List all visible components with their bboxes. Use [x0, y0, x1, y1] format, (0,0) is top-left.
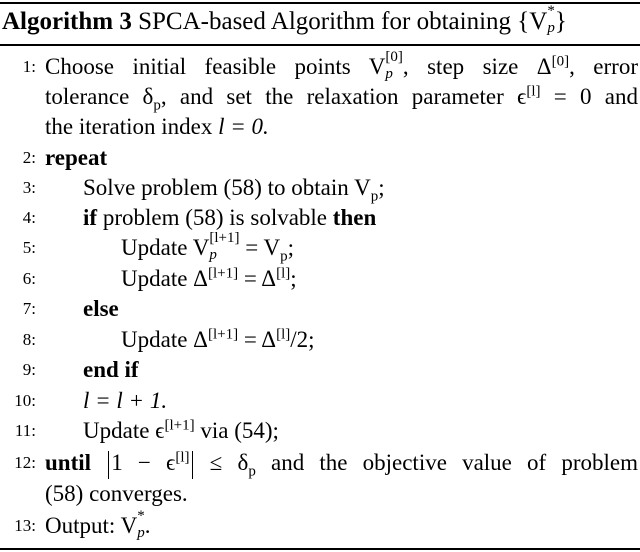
sup: [0]	[551, 53, 570, 70]
text: /2;	[290, 327, 315, 352]
sub: p	[209, 246, 217, 263]
step-text	[83, 203, 638, 233]
sup: [0]	[385, 48, 403, 65]
math: l = l + 1.	[83, 388, 168, 413]
text: (58) converges.	[45, 481, 188, 506]
line-number: 9:	[22, 360, 36, 379]
abs-bar-right	[192, 451, 193, 479]
abs-bar-left	[108, 451, 109, 479]
bottom-rule	[0, 548, 640, 550]
line-number: 2:	[22, 148, 36, 167]
keyword: end if	[83, 357, 139, 382]
text: via (54);	[200, 418, 279, 443]
text: Choose initial feasible points V	[45, 54, 386, 79]
text: = V	[245, 235, 281, 260]
step-text	[83, 355, 638, 385]
sub: p	[385, 65, 393, 82]
text: 1 − ϵ	[111, 450, 176, 475]
step-text	[83, 173, 638, 203]
sub: p	[137, 524, 145, 541]
title-sup: *	[547, 3, 555, 20]
line-number: 13:	[14, 516, 36, 535]
sup: [l+1]	[209, 229, 240, 246]
text: = Δ	[243, 327, 277, 352]
title-sub: p	[547, 20, 555, 37]
text: , step size Δ	[402, 54, 552, 79]
step-text	[83, 416, 638, 446]
sub: p	[153, 97, 161, 114]
step-text	[45, 507, 638, 544]
text: , and set the relaxation parameter ϵ	[160, 84, 527, 109]
sup: [l]	[526, 83, 541, 100]
text: .	[144, 513, 151, 538]
step-text	[121, 229, 638, 266]
math: l = 0.	[218, 114, 269, 139]
text: , error	[569, 54, 638, 79]
text: ;	[290, 266, 297, 291]
text: Update V	[121, 235, 210, 260]
text: Solve problem (58) to obtain V	[83, 175, 371, 200]
line-number: 4:	[22, 208, 36, 227]
step-text	[83, 294, 638, 324]
keyword: if	[83, 205, 98, 230]
sup: [l+1]	[207, 326, 239, 343]
step-text	[45, 479, 638, 509]
sup: [l]	[175, 449, 190, 466]
step-text	[121, 264, 638, 294]
text: Update ϵ	[83, 418, 165, 443]
step-text	[45, 82, 638, 112]
line-number: 3:	[22, 178, 36, 197]
line-number: 12:	[14, 453, 36, 472]
sub: p	[248, 463, 256, 480]
line-number: 7:	[22, 299, 36, 318]
text: Update Δ	[121, 266, 208, 291]
caption-rule	[0, 44, 640, 46]
line-number: 5:	[22, 238, 36, 257]
line-number: 10:	[14, 391, 36, 410]
step-text	[83, 386, 638, 416]
step-text	[45, 112, 638, 142]
sup: [l+1]	[207, 265, 239, 282]
algorithm-caption	[2, 3, 567, 39]
line-number: 1:	[22, 57, 36, 76]
text: problem (58) is solvable	[102, 205, 328, 230]
text: the iteration index	[45, 114, 213, 139]
keyword: until	[45, 450, 92, 475]
text: ;	[378, 175, 385, 200]
line-number: 8:	[22, 330, 36, 349]
sup: [l]	[276, 326, 291, 343]
text: ;	[287, 235, 295, 260]
sup: *	[137, 507, 145, 524]
text: Update Δ	[121, 327, 208, 352]
text: Output: V	[45, 513, 138, 538]
text: and the objective value of problem	[270, 450, 639, 475]
step-text	[45, 48, 638, 85]
step-text	[45, 448, 638, 479]
sub: p	[280, 248, 288, 265]
line-number: 11:	[14, 421, 36, 440]
line-number: 6:	[22, 269, 36, 288]
step-text	[45, 143, 638, 173]
text: ≤ δ	[209, 450, 249, 475]
algorithm-label: Algorithm 3	[2, 8, 132, 35]
text: = Δ	[243, 266, 277, 291]
step-text	[121, 325, 638, 355]
top-rule	[0, 2, 640, 4]
sup: [l+1]	[164, 417, 195, 434]
keyword: repeat	[45, 145, 108, 170]
keyword: then	[332, 205, 377, 230]
text: = 0 and	[553, 84, 639, 109]
algorithm-title: SPCA-based Algorithm for obtaining {V	[138, 8, 548, 35]
title-close: }	[554, 8, 567, 35]
sub: p	[370, 188, 379, 205]
sup: [l]	[276, 265, 291, 282]
keyword: else	[83, 296, 119, 321]
text: tolerance δ	[45, 84, 154, 109]
